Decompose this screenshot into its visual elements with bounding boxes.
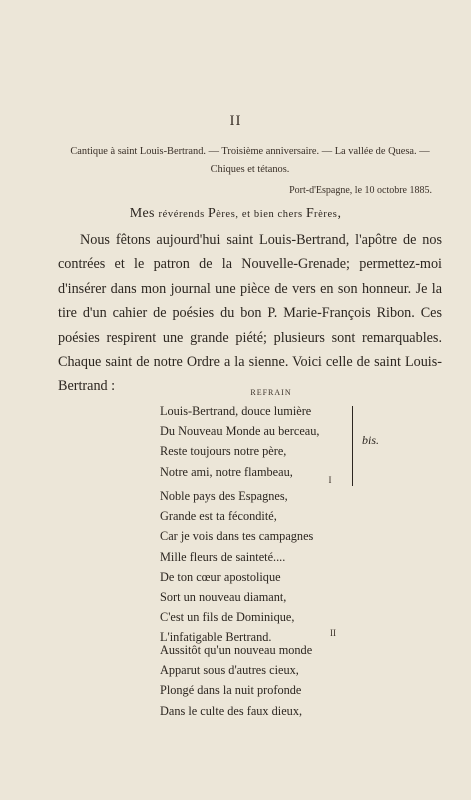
salutation-word-5: rères	[314, 209, 338, 220]
verse-line: Dans le culte des faux dieux,	[160, 703, 303, 718]
chapter-summary: Cantique à saint Louis-Bertrand. — Troisième anniversaire. — La vallée de Quesa. — Chiques et tétanos.	[70, 146, 430, 175]
salutation-word-3: ères	[216, 209, 236, 220]
body-paragraph: Nous fêtons aujourd'hui saint Louis-Bertrand, l'apôtre de nos contrées et le patron de la Nouvelle-Grenade; permettez-moi d'insérer dans mon journal une pièce de vers en son honneur. Je la tire d'un cahier de poésies du bon P. Marie-François Ribon. Ces poésies respirent une grande piété; plusieurs sont remarquables. Chaque saint de notre Ordre a la sienne. Voici celle de saint Louis-Bertrand :	[58, 232, 442, 395]
verse-line: Grande est ta fécondité,	[160, 509, 277, 524]
stanza-verse	[160, 486, 313, 648]
body-paragraph-container	[58, 228, 442, 399]
stanza-verse	[160, 640, 312, 721]
stanza-number: II	[330, 628, 336, 638]
verse-line: Mille fleurs de sainteté....	[160, 549, 286, 564]
salutation-word-1: Mes	[129, 206, 159, 221]
salutation-initial-p: P	[207, 206, 217, 221]
verse-line: De ton cœur apostolique	[160, 569, 281, 584]
verse-line: Apparut sous d'autres cieux,	[160, 663, 299, 678]
verse-line: C'est un fils de Dominique,	[160, 610, 295, 625]
stanza-number: I	[328, 475, 332, 485]
salutation-initial-f: F	[305, 206, 315, 221]
dateline: Port-d'Espagne, le 10 octobre 1885.	[289, 185, 432, 196]
verse-line: Car je vois dans tes campagnes	[160, 529, 314, 544]
refrain-title: REFRAIN	[250, 388, 292, 397]
chapter-heading: II	[229, 113, 242, 129]
refrain-line: Notre ami, notre flambeau,	[160, 464, 293, 479]
salutation-word-4: , et bien chers	[235, 209, 306, 220]
refrain-verse	[160, 401, 319, 482]
salutation-word-2: révérends	[158, 209, 208, 220]
bis-marker: bis.	[362, 433, 380, 447]
verse-line: L'infatigable Bertrand.	[160, 630, 272, 645]
verse-line: Aussitôt qu'un nouveau monde	[160, 643, 313, 657]
salutation	[0, 206, 471, 222]
refrain-line: Reste toujours notre père,	[160, 444, 287, 459]
verse-line: Noble pays des Espagnes,	[160, 489, 288, 503]
refrain-line: Louis-Bertrand, douce lumière	[160, 404, 312, 418]
verse-line: Sort un nouveau diamant,	[160, 590, 287, 605]
refrain-line: Du Nouveau Monde au berceau,	[160, 424, 320, 439]
verse-line: Plongé dans la nuit profonde	[160, 683, 302, 698]
refrain-brace	[352, 406, 356, 486]
salutation-end: ,	[337, 206, 342, 221]
